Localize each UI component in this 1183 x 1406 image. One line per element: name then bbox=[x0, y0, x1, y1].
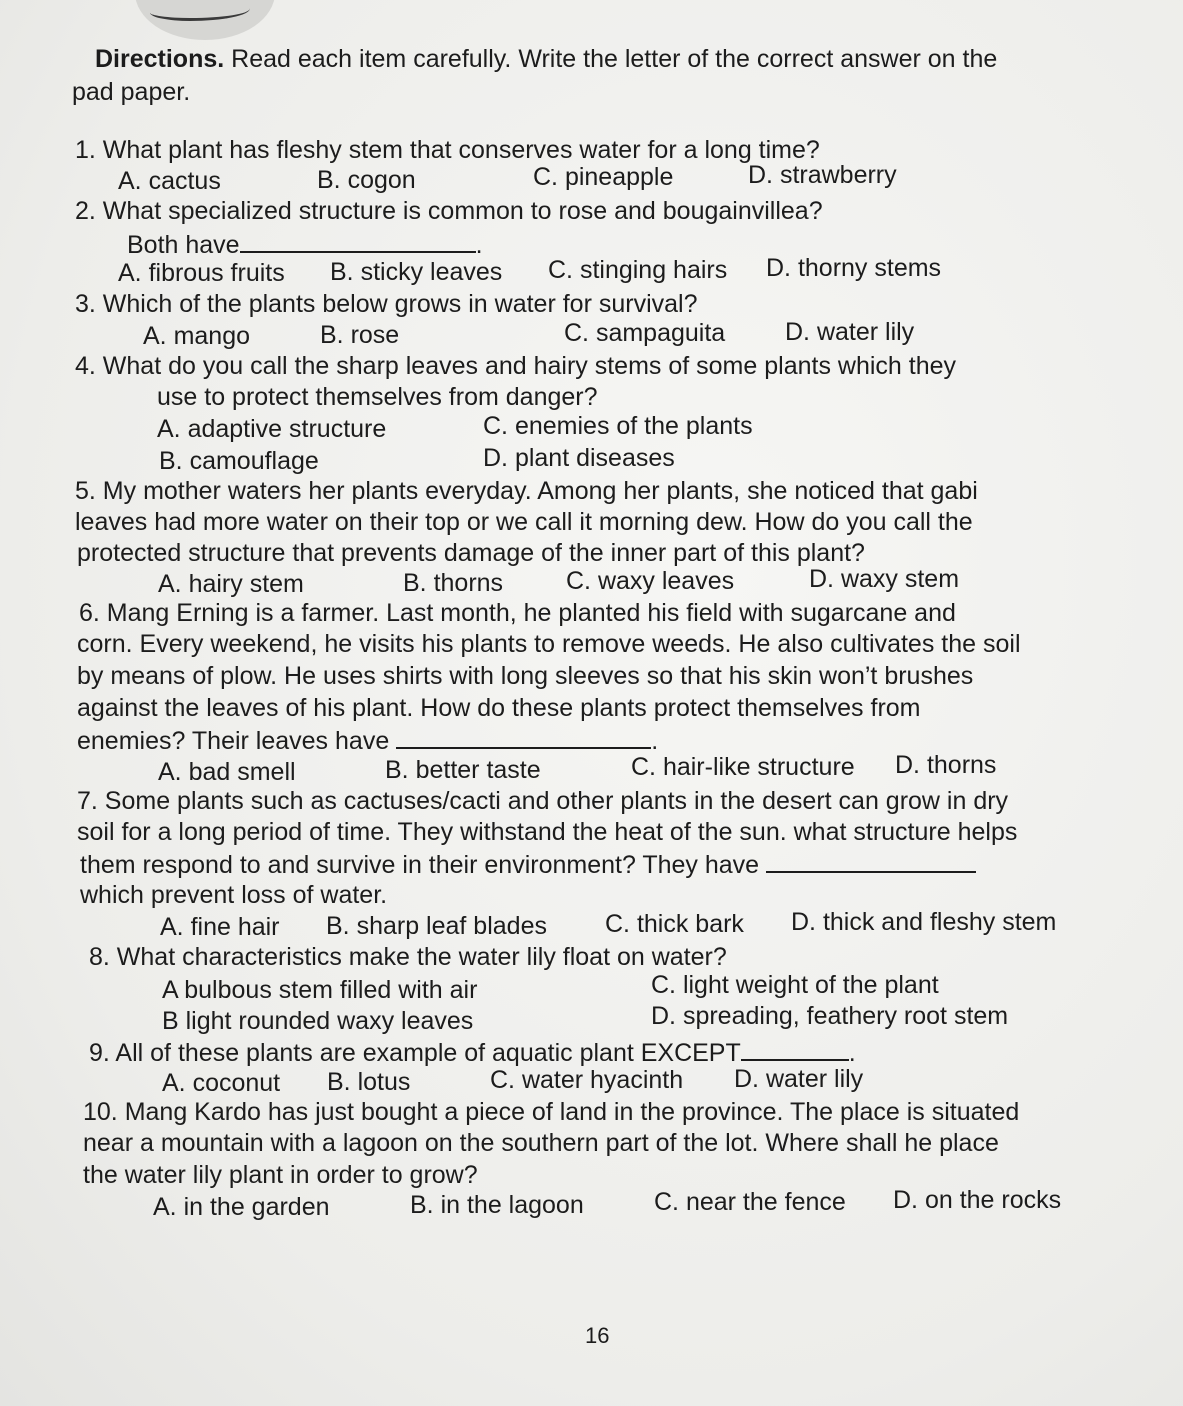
question-7-line-4: which prevent loss of water. bbox=[80, 881, 388, 909]
q10-option-b: B. in the lagoon bbox=[410, 1191, 584, 1219]
question-5-line-1: 5. My mother waters her plants everyday. Among her plants, she noticed that gabi bbox=[75, 477, 978, 505]
question-6-line-5: enemies? Their leaves have . bbox=[77, 727, 659, 755]
q10-option-a: A. in the garden bbox=[153, 1193, 330, 1221]
answer-blank bbox=[741, 1037, 849, 1061]
q2-option-a: A. fibrous fruits bbox=[118, 259, 285, 287]
question-3: 3. Which of the plants below grows in water for survival? bbox=[75, 290, 698, 318]
directions-label: Directions. bbox=[95, 45, 225, 73]
question-10-line-1: 10. Mang Kardo has just bought a piece of land in the province. The place is situated bbox=[83, 1098, 1020, 1126]
q2-option-d: D. thorny stems bbox=[766, 254, 942, 282]
question-4-line-1: 4. What do you call the sharp leaves and hairy stems of some plants which they bbox=[75, 352, 957, 380]
q7-option-a: A. fine hair bbox=[160, 913, 280, 941]
q2-option-b: B. sticky leaves bbox=[330, 258, 503, 286]
directions-line-2: pad paper. bbox=[72, 78, 191, 106]
q6-option-d: D. thorns bbox=[895, 751, 997, 779]
answer-blank bbox=[766, 849, 976, 873]
directions-line-1 bbox=[95, 44, 997, 74]
answer-blank bbox=[396, 725, 651, 749]
question-6-line-2: corn. Every weekend, he visits his plants to remove weeds. He also cultivates the soil bbox=[77, 630, 1021, 658]
answer-blank bbox=[240, 229, 476, 253]
q6-option-a: A. bad smell bbox=[158, 758, 296, 786]
q2-stem: Both have . bbox=[127, 231, 483, 259]
q8-option-c: C. light weight of the plant bbox=[651, 971, 939, 999]
question-8: 8. What characteristics make the water lily float on water? bbox=[89, 943, 727, 971]
q1-option-d: D. strawberry bbox=[748, 161, 897, 189]
q8-option-a: A bulbous stem filled with air bbox=[162, 976, 478, 1004]
q9-option-b: B. lotus bbox=[327, 1068, 411, 1096]
question-10-line-2: near a mountain with a lagoon on the southern part of the lot. Where shall he place bbox=[83, 1129, 999, 1157]
q4-option-b: B. camouflage bbox=[159, 447, 319, 475]
q6-option-c: C. hair-like structure bbox=[631, 753, 855, 781]
q1-option-b: B. cogon bbox=[317, 166, 416, 194]
q8-option-d: D. spreading, feathery root stem bbox=[651, 1002, 1009, 1030]
question-1: 1. What plant has fleshy stem that conserves water for a long time? bbox=[75, 136, 820, 164]
question-9: 9. All of these plants are example of aquatic plant EXCEPT . bbox=[89, 1039, 856, 1067]
q2-option-c: C. stinging hairs bbox=[548, 256, 728, 284]
q10-option-d: D. on the rocks bbox=[893, 1186, 1062, 1214]
q8-option-b: B light rounded waxy leaves bbox=[162, 1007, 474, 1035]
question-7-line-3: them respond to and survive in their environment? They have bbox=[80, 849, 976, 880]
q5-option-b: B. thorns bbox=[403, 569, 504, 597]
q7-option-b: B. sharp leaf blades bbox=[326, 912, 547, 940]
directions-text: Read each item carefully. Write the letter of the correct answer on the bbox=[231, 45, 998, 73]
question-10-line-3: the water lily plant in order to grow? bbox=[83, 1161, 478, 1189]
question-2: 2. What specialized structure is common to rose and bougainvillea? bbox=[75, 197, 823, 225]
q4-option-c: C. enemies of the plants bbox=[483, 412, 753, 440]
q9-option-a: A. coconut bbox=[162, 1069, 281, 1097]
question-6-line-3: by means of plow. He uses shirts with long sleeves so that his skin won’t brushes bbox=[77, 662, 974, 690]
q3-option-a: A. mango bbox=[143, 322, 251, 350]
q7-option-d: D. thick and fleshy stem bbox=[791, 908, 1057, 936]
q4-option-a: A. adaptive structure bbox=[157, 415, 387, 443]
q5-option-d: D. waxy stem bbox=[809, 565, 960, 593]
q5-option-a: A. hairy stem bbox=[158, 570, 304, 598]
question-5-line-2: leaves had more water on their top or we call it morning dew. How do you call the bbox=[75, 508, 973, 536]
q3-option-b: B. rose bbox=[320, 321, 400, 349]
question-7-line-2: soil for a long period of time. They withstand the heat of the sun. what structure helps bbox=[77, 818, 1018, 846]
q3-option-c: C. sampaguita bbox=[564, 319, 726, 347]
q7-option-c: C. thick bark bbox=[605, 910, 744, 938]
question-7-line-1: 7. Some plants such as cactuses/cacti and other plants in the desert can grow in dry bbox=[77, 787, 1009, 815]
q5-option-c: C. waxy leaves bbox=[566, 567, 735, 595]
q6-option-b: B. better taste bbox=[385, 756, 541, 784]
question-6-line-1: 6. Mang Erning is a farmer. Last month, he planted his field with sugarcane and bbox=[79, 599, 956, 627]
question-5-line-3: protected structure that prevents damage of the inner part of this plant? bbox=[77, 539, 865, 567]
q9-option-d: D. water lily bbox=[734, 1065, 864, 1093]
page-number: 16 bbox=[585, 1323, 610, 1348]
question-4-line-2: use to protect themselves from danger? bbox=[157, 383, 598, 411]
q4-option-d: D. plant diseases bbox=[483, 444, 675, 472]
q10-option-c: C. near the fence bbox=[654, 1188, 846, 1216]
q1-option-c: C. pineapple bbox=[533, 163, 674, 191]
q9-option-c: C. water hyacinth bbox=[490, 1066, 684, 1094]
question-6-line-4: against the leaves of his plant. How do these plants protect themselves from bbox=[77, 694, 921, 722]
q3-option-d: D. water lily bbox=[785, 318, 915, 346]
q1-option-a: A. cactus bbox=[118, 167, 221, 195]
